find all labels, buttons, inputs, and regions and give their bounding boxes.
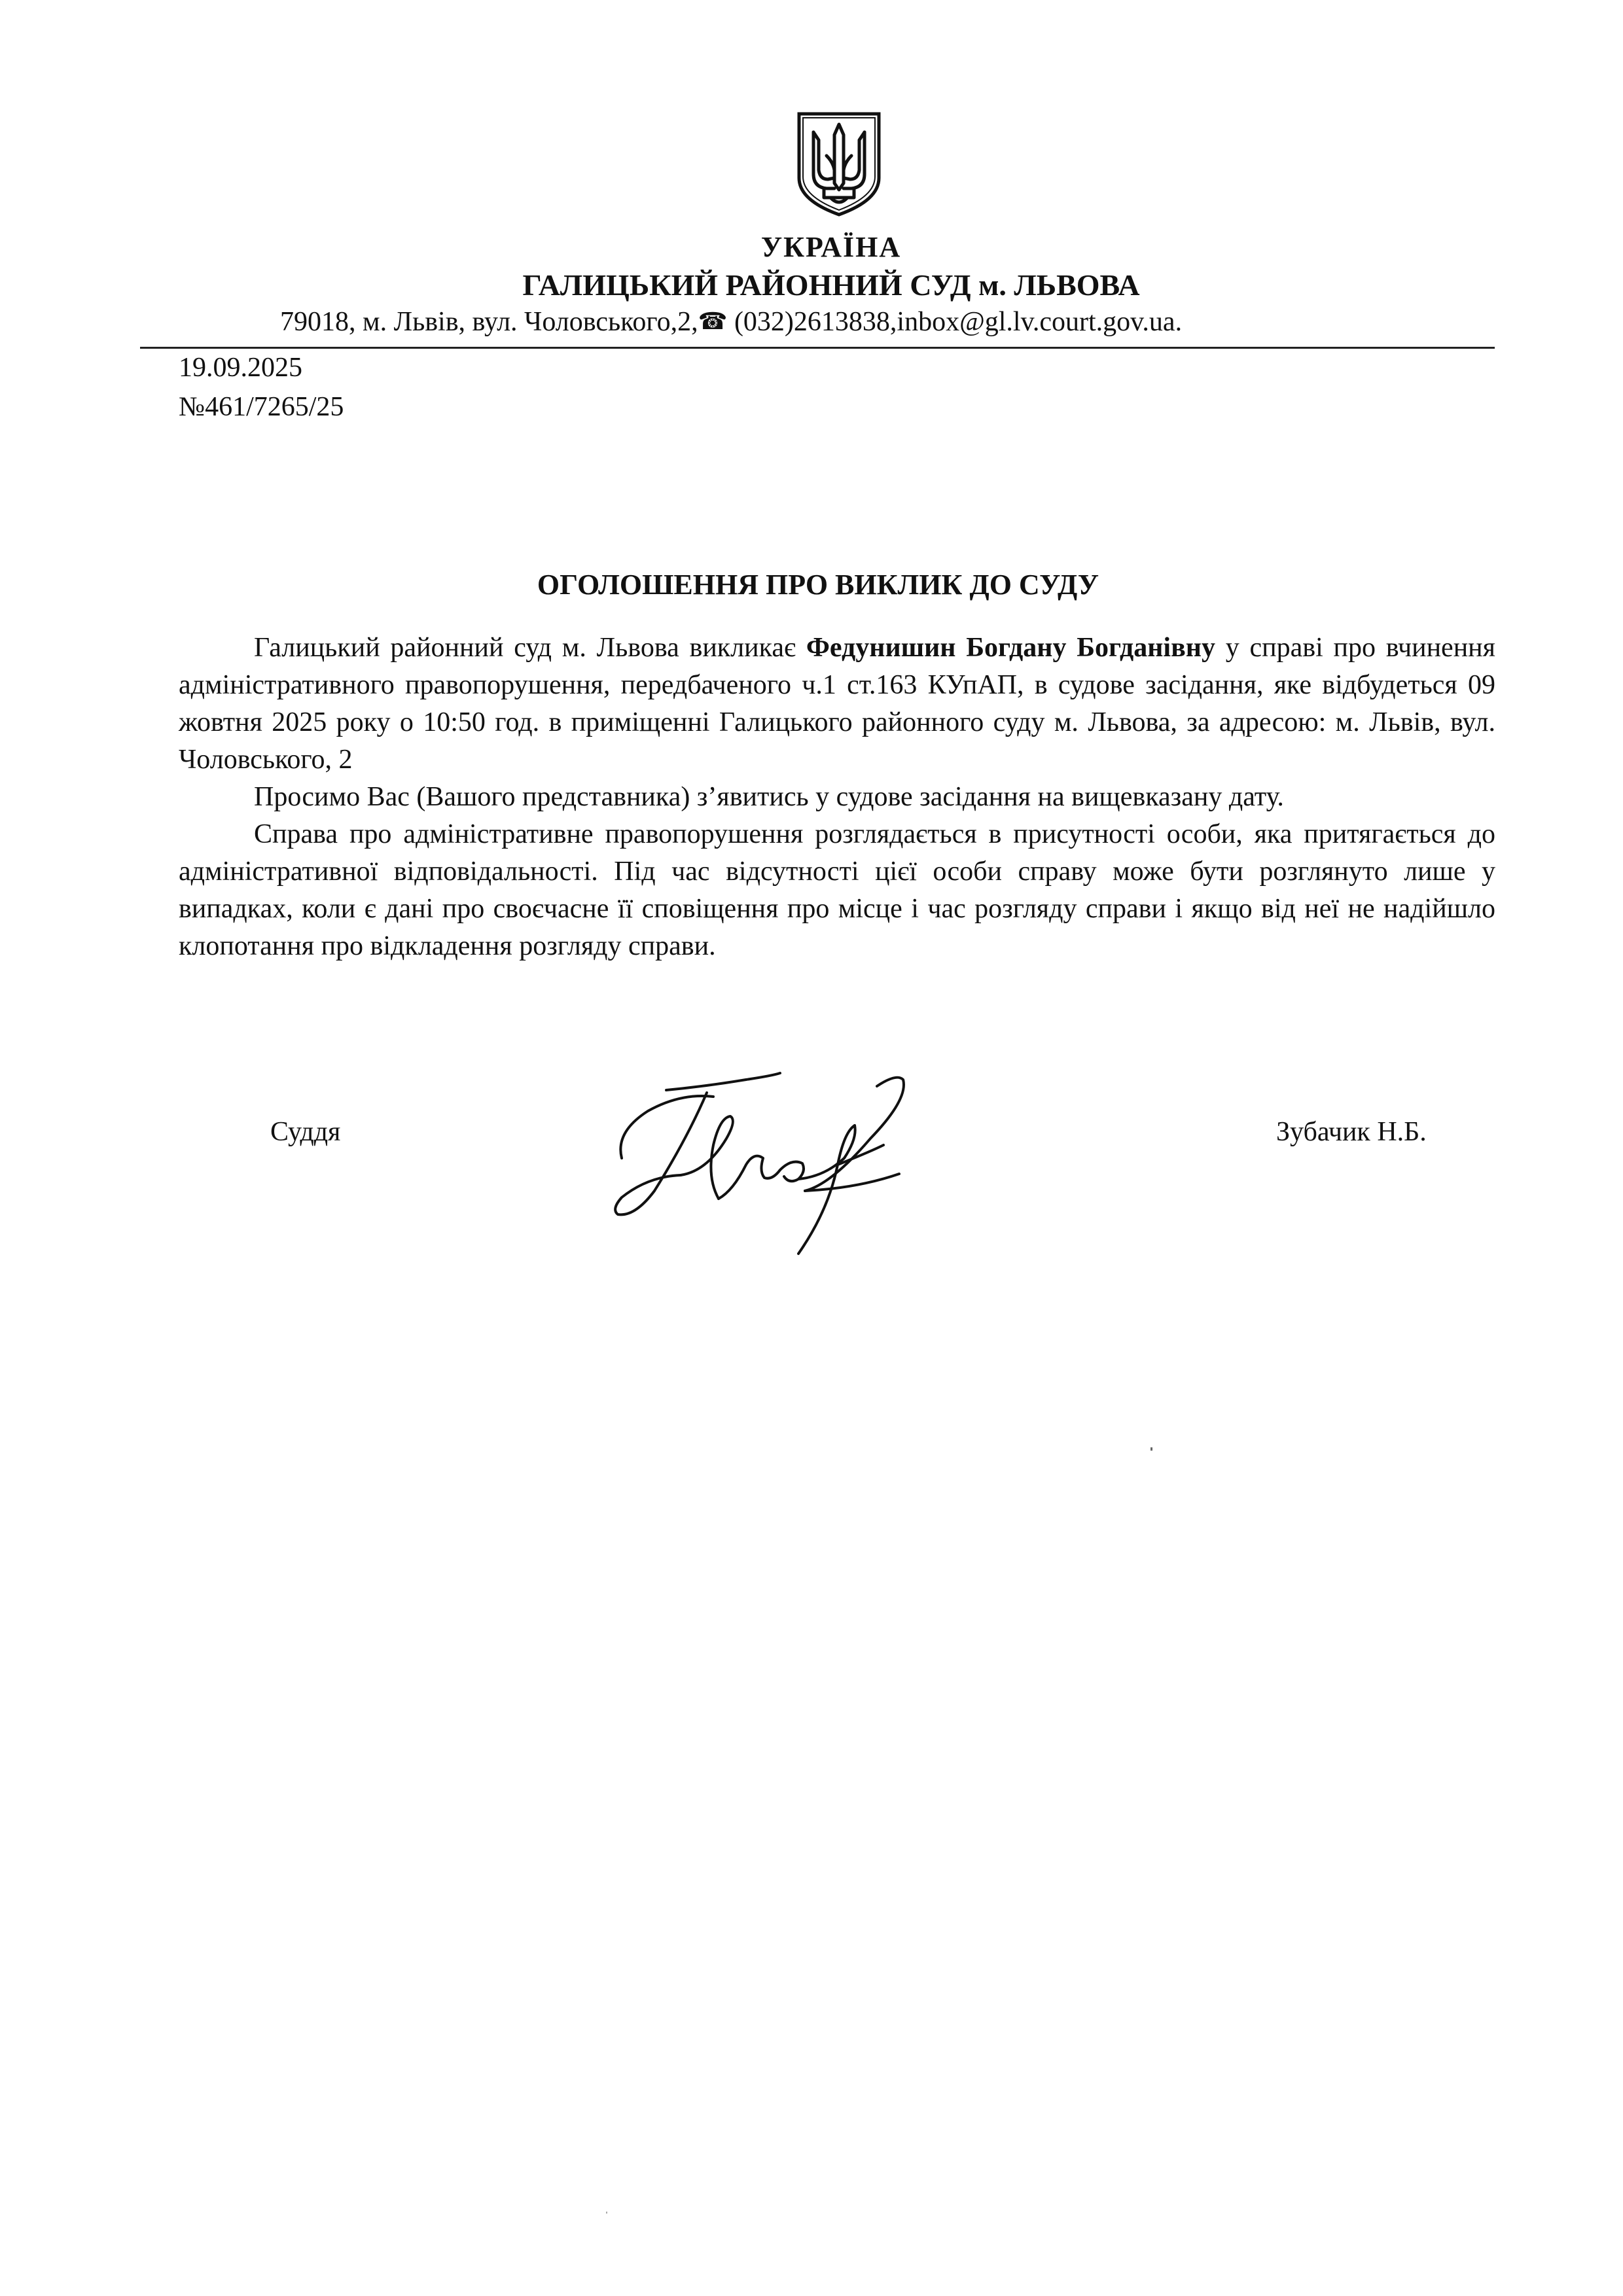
paragraph-summons — [179, 629, 1495, 779]
handwritten-signature — [609, 1060, 936, 1263]
trident-coat-of-arms-icon — [794, 110, 884, 218]
header-divider — [140, 347, 1495, 349]
paragraph-summons-details: у справі про вчинення адміністративного правопорушення, передбаченого ч.1 ст.163 КУпАП, в судове засідання, яке відбудеться 09 жовтня 2025 року о 10:50 год. в приміщенні Галицького районного суду м. Львова, за адресою: м. Львів, вул. Чоловського, 2 — [179, 633, 1495, 775]
paragraph-procedure: Справа про адміністративне правопорушення розглядається в присутності особи, яка притягається до адміністративної відповідальності. Під час відсутності цієї особи справу може бути розглянуто лише у випадках, коли є дані про своєчасне її сповіщення про місце і час розгляду справи і якщо від неї не надійшло клопотання про відкладення розгляду справи. — [179, 819, 1495, 961]
paragraph-request: Просимо Вас (Вашого представника) з’явитись у судове засідання на вищевказану дату. — [254, 782, 1284, 812]
signer-name: Зубачик Н.Б. — [1276, 1117, 1427, 1147]
court-contacts: (032)2613838,inbox@gl.lv.court.gov.ua. — [734, 307, 1183, 337]
signer-role: Суддя — [270, 1117, 341, 1147]
scan-speck — [1150, 1447, 1152, 1451]
paragraph-summons-intro: Галицький районний суд м. Львова викликає — [254, 633, 806, 663]
country-name: УКРАЇНА — [760, 231, 902, 263]
scan-speck — [606, 2212, 607, 2214]
telephone-icon: ☎ — [698, 308, 728, 334]
document-title: ОГОЛОШЕННЯ ПРО ВИКЛИК ДО СУДУ — [537, 569, 1099, 601]
court-address-line — [280, 306, 1182, 338]
document-body — [179, 629, 1495, 965]
document-date: 19.09.2025 — [179, 353, 302, 383]
summoned-person-name: Федунишин Богдану Богданівну — [806, 633, 1215, 663]
court-address: 79018, м. Львів, вул. Чоловського,2, — [280, 307, 698, 337]
document-number: №461/7265/25 — [179, 392, 344, 422]
court-name: ГАЛИЦЬКИЙ РАЙОННИЙ СУД м. ЛЬВОВА — [522, 268, 1140, 302]
